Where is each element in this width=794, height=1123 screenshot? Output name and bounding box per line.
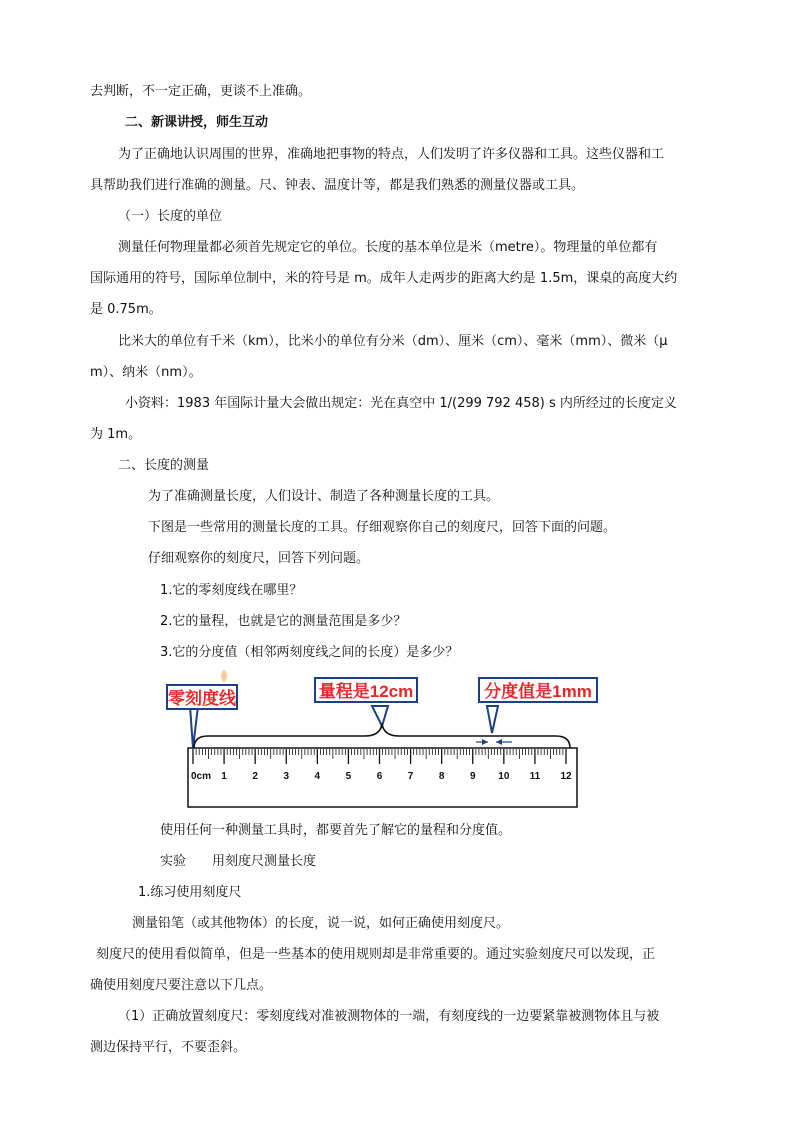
question-item: 3.它的分度值（相邻两刻度线之间的长度）是多少？ xyxy=(160,645,459,660)
paragraph-line: 去判断，不一定正确，更谈不上准确。 xyxy=(90,84,312,99)
hint-mark xyxy=(221,670,227,682)
paragraph-line: 比米大的单位有千米（km），比米小的单位有分米（dm）、厘米（cm）、毫米（mm）、微米（μ xyxy=(118,334,668,349)
experiment-title: 实验 用刻度尺测量长度 xyxy=(160,854,317,869)
paragraph-line: 国际通用的符号，国际单位制中，米的符号是 m。成年人走两步的距离大约是 1.5m，课桌的高度大约 xyxy=(90,271,678,286)
paragraph-line: 是 0.75m。 xyxy=(90,302,162,317)
paragraph-line: 刻度尺的使用看似简单，但是一些基本的使用规则却是非常重要的。通过实验刻度尺可以发现，正 xyxy=(96,947,656,962)
ruler-label: 4 xyxy=(314,771,321,782)
ruler-figure xyxy=(160,668,600,818)
ruler-body xyxy=(188,748,577,807)
division-arrowhead-left xyxy=(482,739,488,745)
ruler-label: 2 xyxy=(252,771,258,782)
callout-range: 量程是12cm xyxy=(314,677,418,703)
section-heading: 二、长度的测量 xyxy=(118,458,210,473)
paragraph-line: 下图是一些常用的测量长度的工具。仔细观察你自己的刻度尺，回答下面的问题。 xyxy=(148,520,617,535)
ruler-label: 9 xyxy=(469,771,476,782)
division-arrowhead-right xyxy=(496,739,502,745)
paragraph-line: 使用任何一种测量工具时，都要首先了解它的量程和分度值。 xyxy=(160,823,512,838)
callout-division-value: 分度值是1mm xyxy=(478,677,598,703)
callout-pointer-range xyxy=(372,706,388,726)
paragraph-line: 为 1m。 xyxy=(90,427,142,442)
ruler-label: 3 xyxy=(283,771,290,782)
callout-pointer-division xyxy=(487,706,498,733)
subsection-heading: 1.练习使用刻度尺 xyxy=(138,885,242,900)
ruler-label: 5 xyxy=(345,771,352,782)
question-item: 1.它的零刻度线在哪里？ xyxy=(160,583,303,598)
ruler-label: 12 xyxy=(560,771,572,782)
section-heading: 二、新课讲授，师生互动 xyxy=(125,115,269,130)
paragraph-line: m）、纳米（nm）。 xyxy=(90,365,202,380)
paragraph-line: 测边保持平行，不要歪斜。 xyxy=(90,1040,247,1055)
paragraph-line: 小资料：1983 年国际计量大会做出规定：光在真空中 1/(299 792 458) s 内所经过的长度定义 xyxy=(125,396,677,411)
ruler-label: 0cm xyxy=(191,771,212,782)
callout-zero-mark: 零刻度线 xyxy=(166,684,238,710)
question-item: 2.它的量程，也就是它的测量范围是多少？ xyxy=(160,614,407,629)
paragraph-line: 为了准确测量长度，人们设计、制造了各种测量长度的工具。 xyxy=(148,489,500,504)
ruler-label: 8 xyxy=(438,771,445,782)
subsection-heading: （一）长度的单位 xyxy=(118,209,223,224)
ruler-label: 11 xyxy=(529,771,541,782)
ruler-label: 6 xyxy=(376,771,383,782)
paragraph-line: 为了正确地认识周围的世界，准确地把事物的特点，人们发明了许多仪器和工具。这些仪器和工 xyxy=(118,147,665,162)
paragraph-line: 测量任何物理量都必须首先规定它的单位。长度的基本单位是米（metre）。物理量的单位都有 xyxy=(118,240,658,255)
ruler-label: 1 xyxy=(221,771,227,782)
paragraph-line: 测量铅笔（或其他物体）的长度，说一说，如何正确使用刻度尺。 xyxy=(132,916,510,931)
ruler-label: 7 xyxy=(407,771,414,782)
paragraph-line: 确使用刻度尺要注意以下几点。 xyxy=(90,978,273,993)
paragraph-line: 仔细观察你的刻度尺，回答下列问题。 xyxy=(148,551,370,566)
ruler-label: 10 xyxy=(498,771,510,782)
paragraph-line: 具帮助我们进行准确的测量。尺、钟表、温度计等，都是我们熟悉的测量仪器或工具。 xyxy=(90,178,585,193)
paragraph-line: （1）正确放置刻度尺：零刻度线对准被测物体的一端，有刻度线的一边要紧靠被测物体且与被 xyxy=(118,1009,660,1024)
callout-pointer-zero xyxy=(190,706,198,748)
